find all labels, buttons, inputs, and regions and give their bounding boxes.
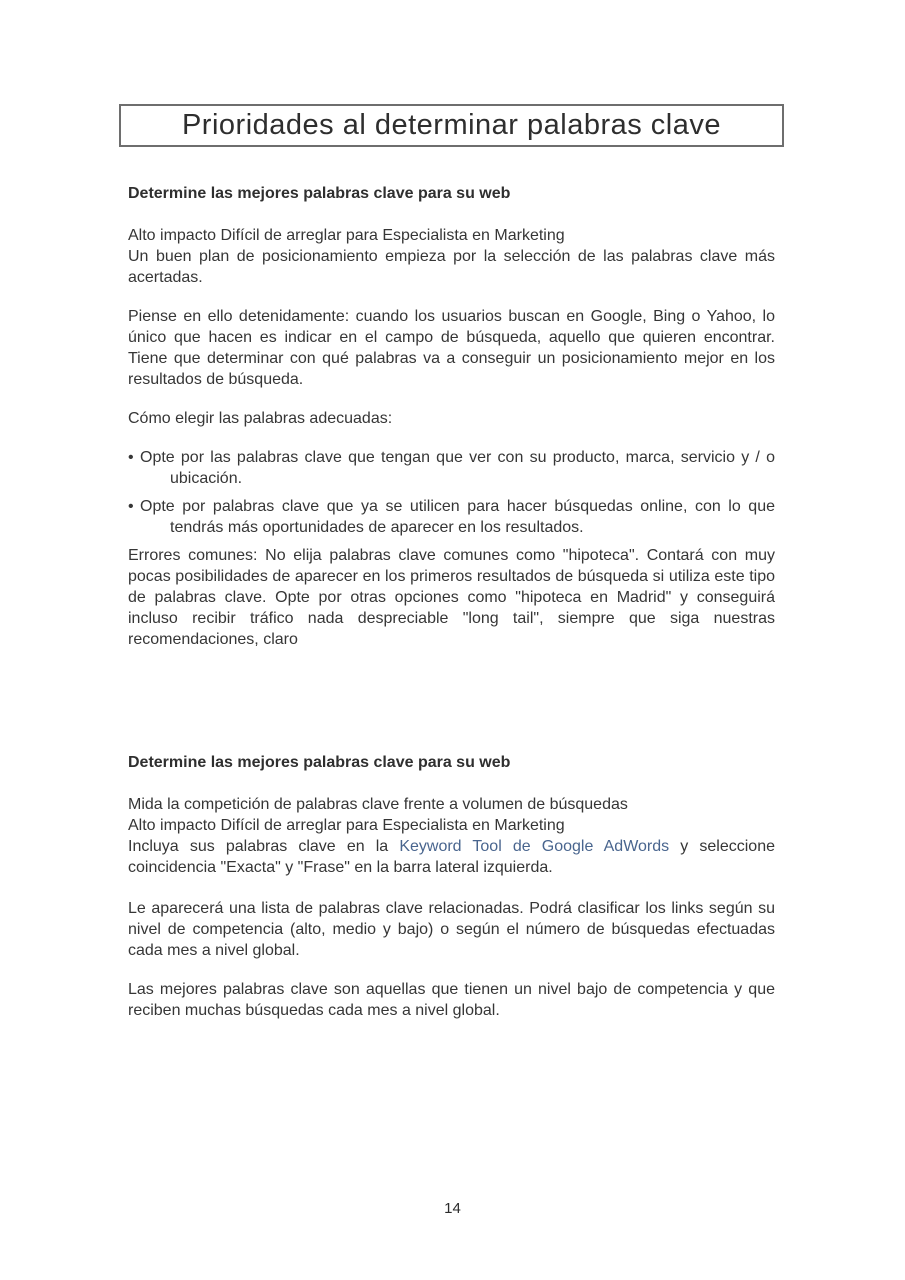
bullet-icon: • (128, 498, 134, 515)
bullet-icon: • (128, 449, 134, 466)
paragraph-mida (128, 794, 775, 878)
text-line-mida: Mida la competición de palabras clave frente a volumen de búsquedas (128, 796, 628, 813)
paragraph-mejores-palabras: Las mejores palabras clave son aquellas que tienen un nivel bajo de competencia y que reciben muchas búsquedas cada mes a nivel global. (128, 981, 775, 1019)
text-line-alto-impacto-2: Alto impacto Difícil de arreglar para Especialista en Marketing (128, 817, 565, 834)
text-incluya-after: y seleccione coincidencia "Exacta" y "Frase" en la barra lateral izquierda. (128, 838, 775, 876)
paragraph-como-elegir: Cómo elegir las palabras adecuadas: (128, 410, 393, 427)
title-box (119, 104, 784, 147)
list-item-producto (128, 447, 775, 489)
bullet-text-producto: Opte por las palabras clave que tengan que ver con su producto, marca, servicio y / o ubicación. (140, 449, 775, 487)
text-line-alto-impacto: Alto impacto Difícil de arreglar para Especialista en Marketing (128, 227, 565, 244)
section-gap (128, 668, 775, 752)
page-content (128, 183, 775, 1039)
section2-heading: Determine las mejores palabras clave para su web (128, 754, 511, 771)
paragraph-piense: Piense en ello detenidamente: cuando los usuarios buscan en Google, Bing o Yahoo, lo único que hacen es indicar en el campo de búsqueda, aquello que quieren encontrar. Tiene que determinar con qué palabras va a conseguir un posicionamiento mejor en los resultados de búsqueda. (128, 308, 775, 388)
section1-heading: Determine las mejores palabras clave para su web (128, 185, 511, 202)
page-number: 14 (444, 1200, 461, 1217)
bullet-text-busquedas: Opte por palabras clave que ya se utilicen para hacer búsquedas online, con lo que tendrás más oportunidades de aparecer en los resultados. (140, 498, 775, 536)
paragraph-alto-impacto (128, 225, 775, 288)
text-incluya-before: Incluya sus palabras clave en la (128, 838, 400, 855)
paragraph-errores: Errores comunes: No elija palabras clave comunes como "hipoteca". Contará con muy pocas posibilidades de aparecer en los primeros resultados de búsqueda si utiliza este tipo de palabras clave. Opte por otras opciones como "hipoteca en Madrid" y conseguirá incluso recibir tráfico nada despreciable "long tail", siempre que siga nuestras recomendaciones, claro (128, 547, 775, 648)
list-item-busquedas (128, 496, 775, 538)
text-buen-plan: Un buen plan de posicionamiento empieza por la selección de las palabras clave más acertadas. (128, 248, 775, 286)
paragraph-lista-relacionadas: Le aparecerá una lista de palabras clave relacionadas. Podrá clasificar los links según su nivel de competencia (alto, medio y bajo) o según el número de búsquedas efectuadas cada mes a nivel global. (128, 900, 775, 959)
keyword-tool-link[interactable]: Keyword Tool de Google AdWords (399, 838, 670, 855)
page-title: Prioridades al determinar palabras clave (181, 109, 722, 141)
